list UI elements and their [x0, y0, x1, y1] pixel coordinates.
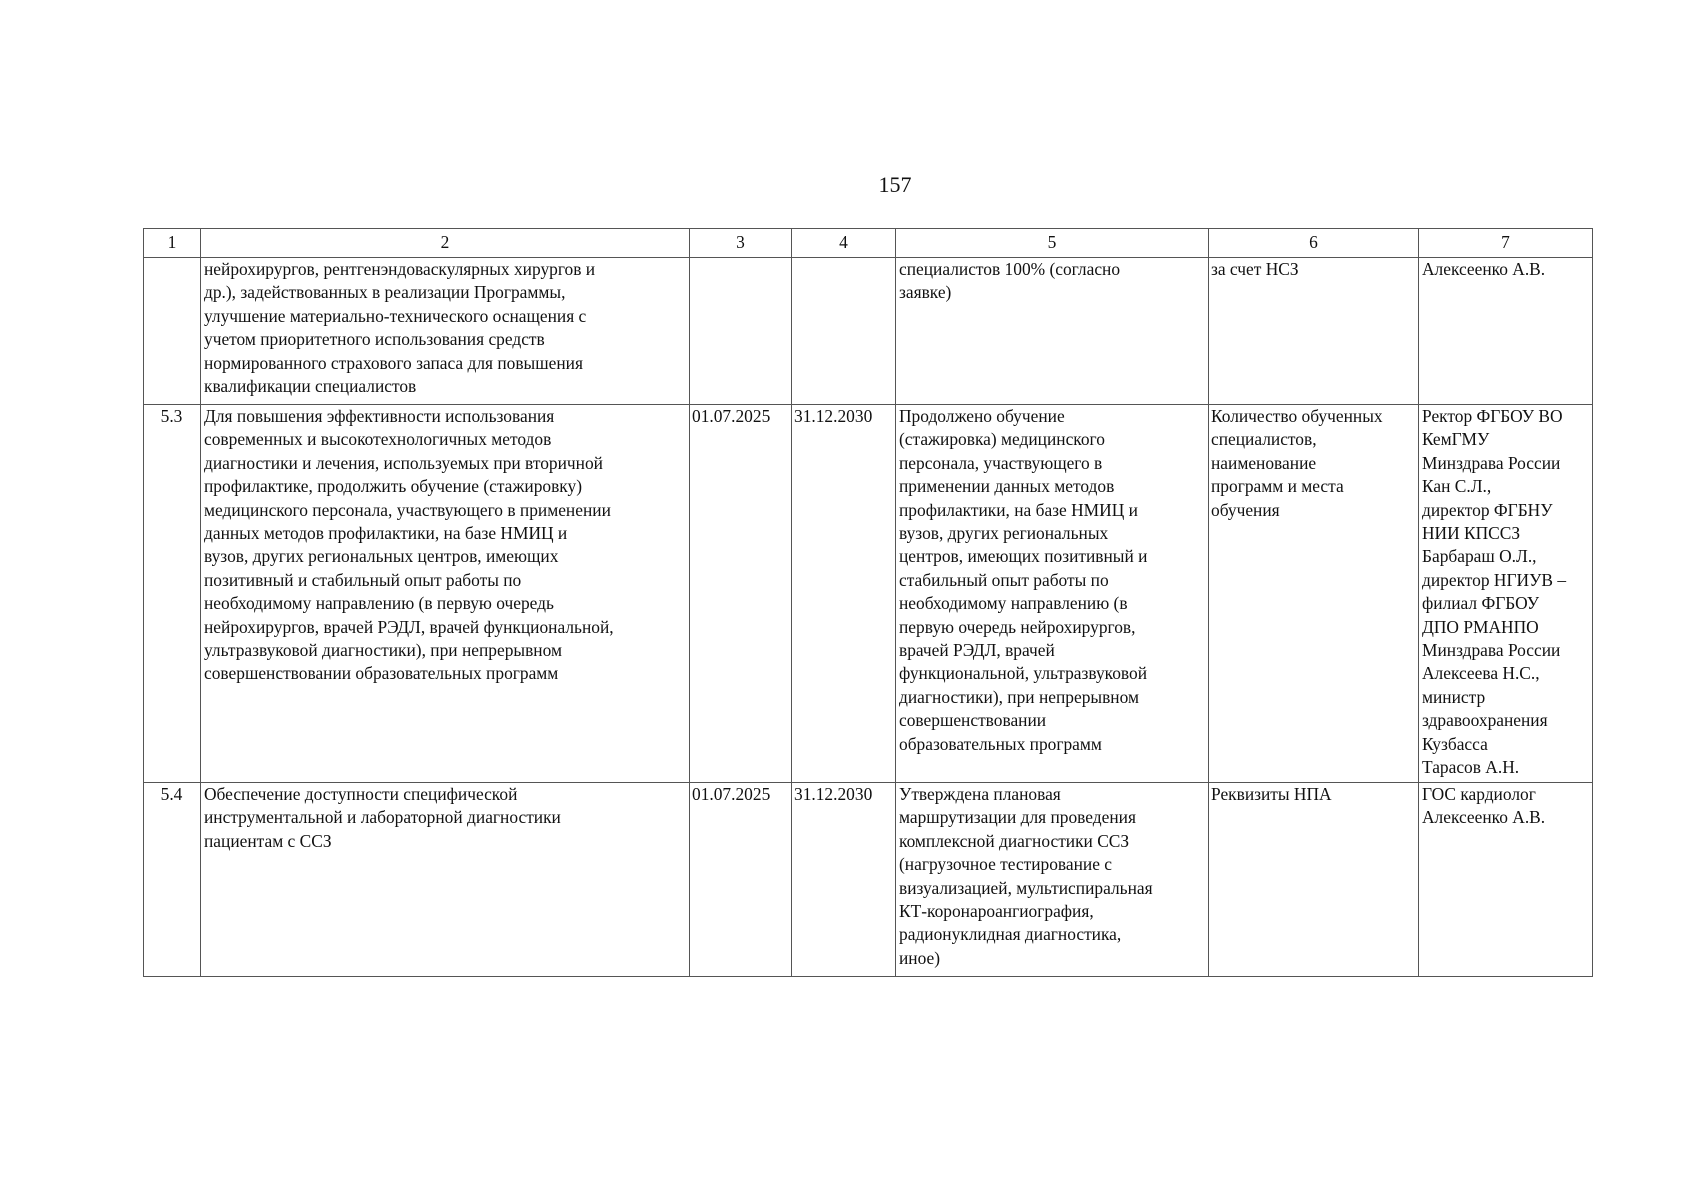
table-row	[144, 783, 1593, 977]
result-cell: Утверждена плановая маршрутизации для проведения комплексной диагностики ССЗ (нагрузочное тестирование с визуализацией, мультиспиральная КТ-коронароангиография, радионуклидная диагностика, иное)	[896, 783, 1209, 977]
responsible-cell: Ректор ФГБОУ ВО КемГМУ Минздрава России Кан С.Л., директор ФГБНУ НИИ КПССЗ Барбараш О.Л., директор НГИУВ – филиал ФГБОУ ДПО РМАНПО Минздрава России Алексеева Н.С., министр здравоохранения Кузбасса Тарасов А.Н.	[1419, 405, 1593, 783]
start-date-cell	[690, 258, 792, 405]
table-row	[144, 258, 1593, 405]
table-header-cell: 2	[201, 229, 690, 258]
table-header-cell: 6	[1209, 229, 1419, 258]
measure-cell: нейрохирургов, рентгенэндоваскулярных хирургов и др.), задействованных в реализации Программы, улучшение материально-технического оснащения с учетом приоритетного использования средств нормированного страхового запаса для повышения квалификации специалистов	[201, 258, 690, 405]
end-date-cell: 31.12.2030	[792, 405, 896, 783]
table-header-row	[144, 229, 1593, 258]
result-cell: специалистов 100% (согласно заявке)	[896, 258, 1209, 405]
indicator-cell: Количество обученных специалистов, наименование программ и места обучения	[1209, 405, 1419, 783]
page-number: 157	[878, 172, 912, 197]
table-row	[144, 405, 1593, 783]
measures-table	[143, 228, 1593, 977]
table-header-cell: 3	[690, 229, 792, 258]
responsible-cell: ГОС кардиолог Алексеенко А.В.	[1419, 783, 1593, 977]
start-date-cell: 01.07.2025	[690, 783, 792, 977]
responsible-cell: Алексеенко А.В.	[1419, 258, 1593, 405]
table-header-cell: 7	[1419, 229, 1593, 258]
indicator-cell: Реквизиты НПА	[1209, 783, 1419, 977]
measure-cell: Для повышения эффективности использования современных и высокотехнологичных методов диагностики и лечения, используемых при вторичной профилактике, продолжить обучение (стажировку) медицинского персонала, участвующего в применении данных методов профилактики, на базе НМИЦ и вузов, других региональных центров, имеющих позитивный и стабильный опыт работы по необходимому направлению (в первую очередь нейрохирургов, врачей РЭДЛ, врачей функциональной, ультразвуковой диагностики), при непрерывном совершенствовании образовательных программ	[201, 405, 690, 783]
table-header-cell: 1	[144, 229, 201, 258]
result-cell: Продолжено обучение (стажировка) медицинского персонала, участвующего в применении данных методов профилактики, на базе НМИЦ и вузов, других региональных центров, имеющих позитивный и стабильный опыт работы по необходимому направлению (в первую очередь нейрохирургов, врачей РЭДЛ, врачей функциональной, ультразвуковой диагностики), при непрерывном совершенствовании образовательных программ	[896, 405, 1209, 783]
row-number	[144, 258, 201, 405]
table-header-cell: 5	[896, 229, 1209, 258]
indicator-cell: за счет НСЗ	[1209, 258, 1419, 405]
table-header-cell: 4	[792, 229, 896, 258]
end-date-cell	[792, 258, 896, 405]
end-date-cell: 31.12.2030	[792, 783, 896, 977]
row-number: 5.3	[144, 405, 201, 783]
row-number: 5.4	[144, 783, 201, 977]
measure-cell: Обеспечение доступности специфической инструментальной и лабораторной диагностики пациентам с ССЗ	[201, 783, 690, 977]
start-date-cell: 01.07.2025	[690, 405, 792, 783]
